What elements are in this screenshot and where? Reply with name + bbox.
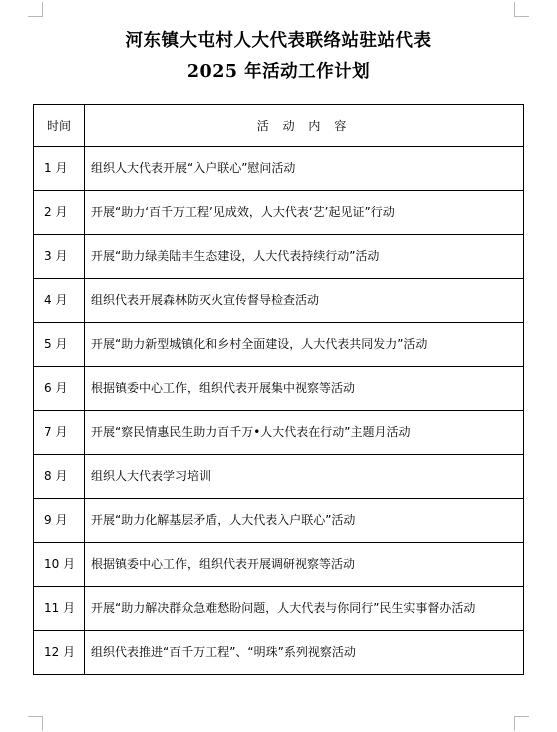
month-cell: 3 月: [34, 235, 85, 279]
page-corner-mark: [514, 716, 529, 731]
month-cell: 6 月: [34, 367, 85, 411]
table-row: [34, 543, 524, 587]
month-cell: 8 月: [34, 455, 85, 499]
month-cell: 9 月: [34, 499, 85, 543]
activity-cell: 开展“助力新型城镇化和乡村全面建设，人大代表共同发力”活动: [85, 323, 524, 367]
activity-cell: 开展“助力‘百千万工程’见成效，人大代表‘艺’起见证”行动: [85, 191, 524, 235]
table-row: [34, 499, 524, 543]
page-corner-mark: [28, 2, 43, 17]
month-cell: 7 月: [34, 411, 85, 455]
table-row: [34, 411, 524, 455]
table-row: [34, 323, 524, 367]
table-row: [34, 279, 524, 323]
table-row: [34, 455, 524, 499]
table-row: [34, 191, 524, 235]
table-header-row: [34, 105, 524, 147]
month-cell: 10 月: [34, 543, 85, 587]
activity-cell: 开展“察民情惠民生助力百千万•人大代表在行动”主题月活动: [85, 411, 524, 455]
month-cell: 2 月: [34, 191, 85, 235]
activity-cell: 根据镇委中心工作，组织代表开展调研视察等活动: [85, 543, 524, 587]
activity-cell: 组织代表推进“百千万工程”、“明珠”系列视察活动: [85, 631, 524, 675]
activity-cell: 组织代表开展森林防灭火宣传督导检查活动: [85, 279, 524, 323]
activity-cell: 根据镇委中心工作，组织代表开展集中视察等活动: [85, 367, 524, 411]
activity-plan-table: [33, 104, 524, 675]
activity-cell: 开展“助力解决群众急难愁盼问题，人大代表与你同行”民生实事督办活动: [85, 587, 524, 631]
header-month: 时间: [34, 105, 85, 147]
header-activity: 活 动 内 容: [85, 105, 524, 147]
activity-cell: 开展“助力绿美陆丰生态建设，人大代表持续行动”活动: [85, 235, 524, 279]
month-cell: 5 月: [34, 323, 85, 367]
page-corner-mark: [514, 2, 529, 17]
table-row: [34, 587, 524, 631]
month-cell: 11 月: [34, 587, 85, 631]
table-row: [34, 367, 524, 411]
activity-cell: 组织人大代表学习培训: [85, 455, 524, 499]
document-title-line-2: 2025 年活动工作计划: [186, 62, 371, 82]
activity-cell: 组织人大代表开展“入户联心”慰问活动: [85, 147, 524, 191]
page-corner-mark: [28, 716, 43, 731]
table-row: [34, 147, 524, 191]
table-row: [34, 631, 524, 675]
month-cell: 4 月: [34, 279, 85, 323]
month-cell: 1 月: [34, 147, 85, 191]
table-row: [34, 235, 524, 279]
document-title-line-1: 河东镇大屯村人大代表联络站驻站代表: [125, 31, 432, 51]
activity-cell: 开展“助力化解基层矛盾，人大代表入户联心”活动: [85, 499, 524, 543]
month-cell: 12 月: [34, 631, 85, 675]
